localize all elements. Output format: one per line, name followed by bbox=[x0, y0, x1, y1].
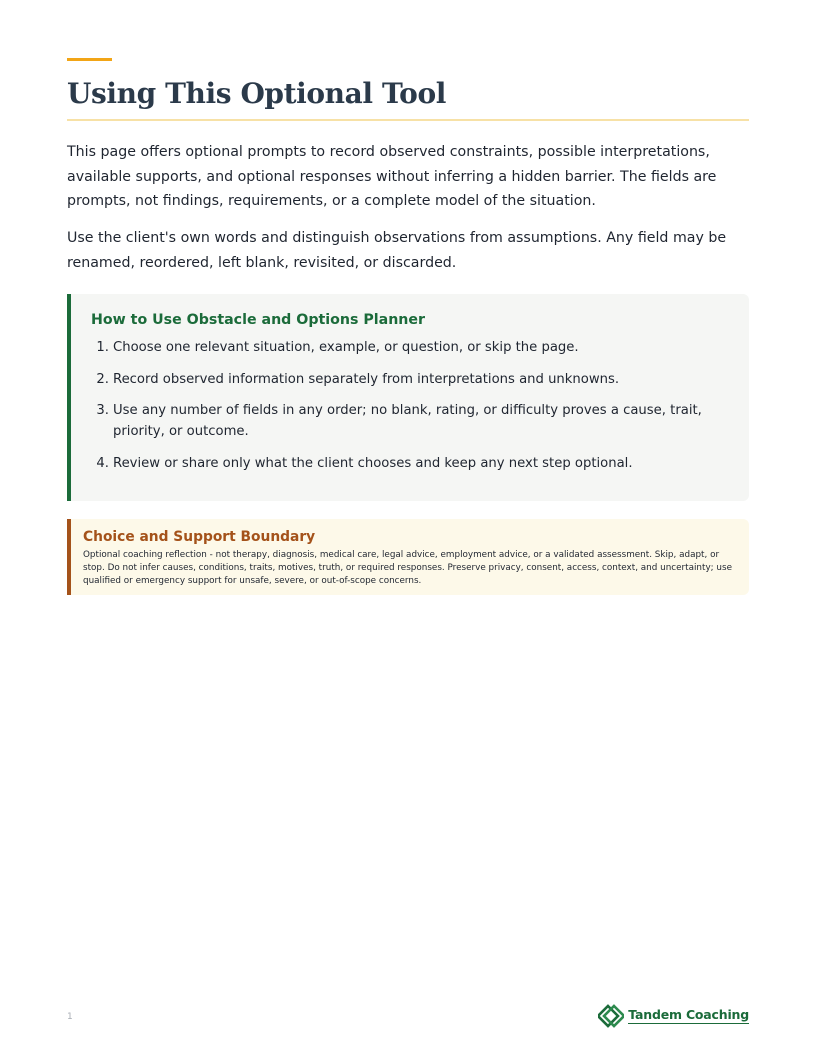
intro-paragraph: This page offers optional prompts to record observed constraints, possible interpretations, available supports, and optional responses without inferring a hidden barrier. The fields are prompts, not findings, requirements, or a complete model of the situation. bbox=[67, 144, 717, 209]
boundary-title: Choice and Support Boundary bbox=[83, 529, 316, 545]
step-number: 3. bbox=[96, 403, 109, 418]
boundary-callout bbox=[67, 519, 749, 595]
how-to-steps bbox=[91, 337, 731, 484]
brand-logo bbox=[598, 1004, 749, 1028]
page-title: Using This Optional Tool bbox=[67, 77, 446, 110]
step-text: Choose one relevant situation, example, or question, or skip the page. bbox=[113, 340, 579, 355]
step-text: Record observed information separately from interpretations and unknowns. bbox=[113, 371, 620, 387]
step-text: Review or share only what the client chooses and keep any next step optional. bbox=[113, 455, 633, 471]
step-text: Use any number of fields in any order; no blank, rating, or difficulty proves a cause, trait, priority, or outcome. bbox=[113, 403, 702, 439]
step-number: 2. bbox=[96, 371, 109, 387]
how-to-step bbox=[91, 453, 731, 474]
how-to-step bbox=[91, 369, 731, 390]
how-to-panel bbox=[67, 294, 749, 501]
how-to-step bbox=[91, 400, 731, 442]
page-number: 1 bbox=[67, 1012, 73, 1022]
document-page bbox=[67, 0, 749, 1056]
boundary-text: Optional coaching reflection - not therapy, diagnosis, medical care, legal advice, employment advice, or a validated assessment. Skip, adapt, or stop. Do not infer causes, conditions, traits, motives, truth, or required responses. Preserve privacy, consent, access, context, and uncertainty; use qualified or emergency support for unsafe, severe, or out-of-scope concerns. bbox=[83, 550, 732, 586]
step-number: 1. bbox=[96, 340, 109, 355]
intro-paragraph: Use the client's own words and distinguish observations from assumptions. Any field may be renamed, reordered, left blank, revisited, or discarded. bbox=[67, 230, 727, 271]
brand-name: Tandem Coaching bbox=[628, 1007, 749, 1022]
title-divider bbox=[67, 119, 749, 121]
how-to-step bbox=[91, 337, 731, 358]
how-to-title: How to Use Obstacle and Options Planner bbox=[91, 312, 426, 328]
step-number: 4. bbox=[96, 455, 109, 471]
title-accent-bar bbox=[67, 58, 112, 61]
diamond-logo-icon bbox=[598, 1004, 624, 1028]
